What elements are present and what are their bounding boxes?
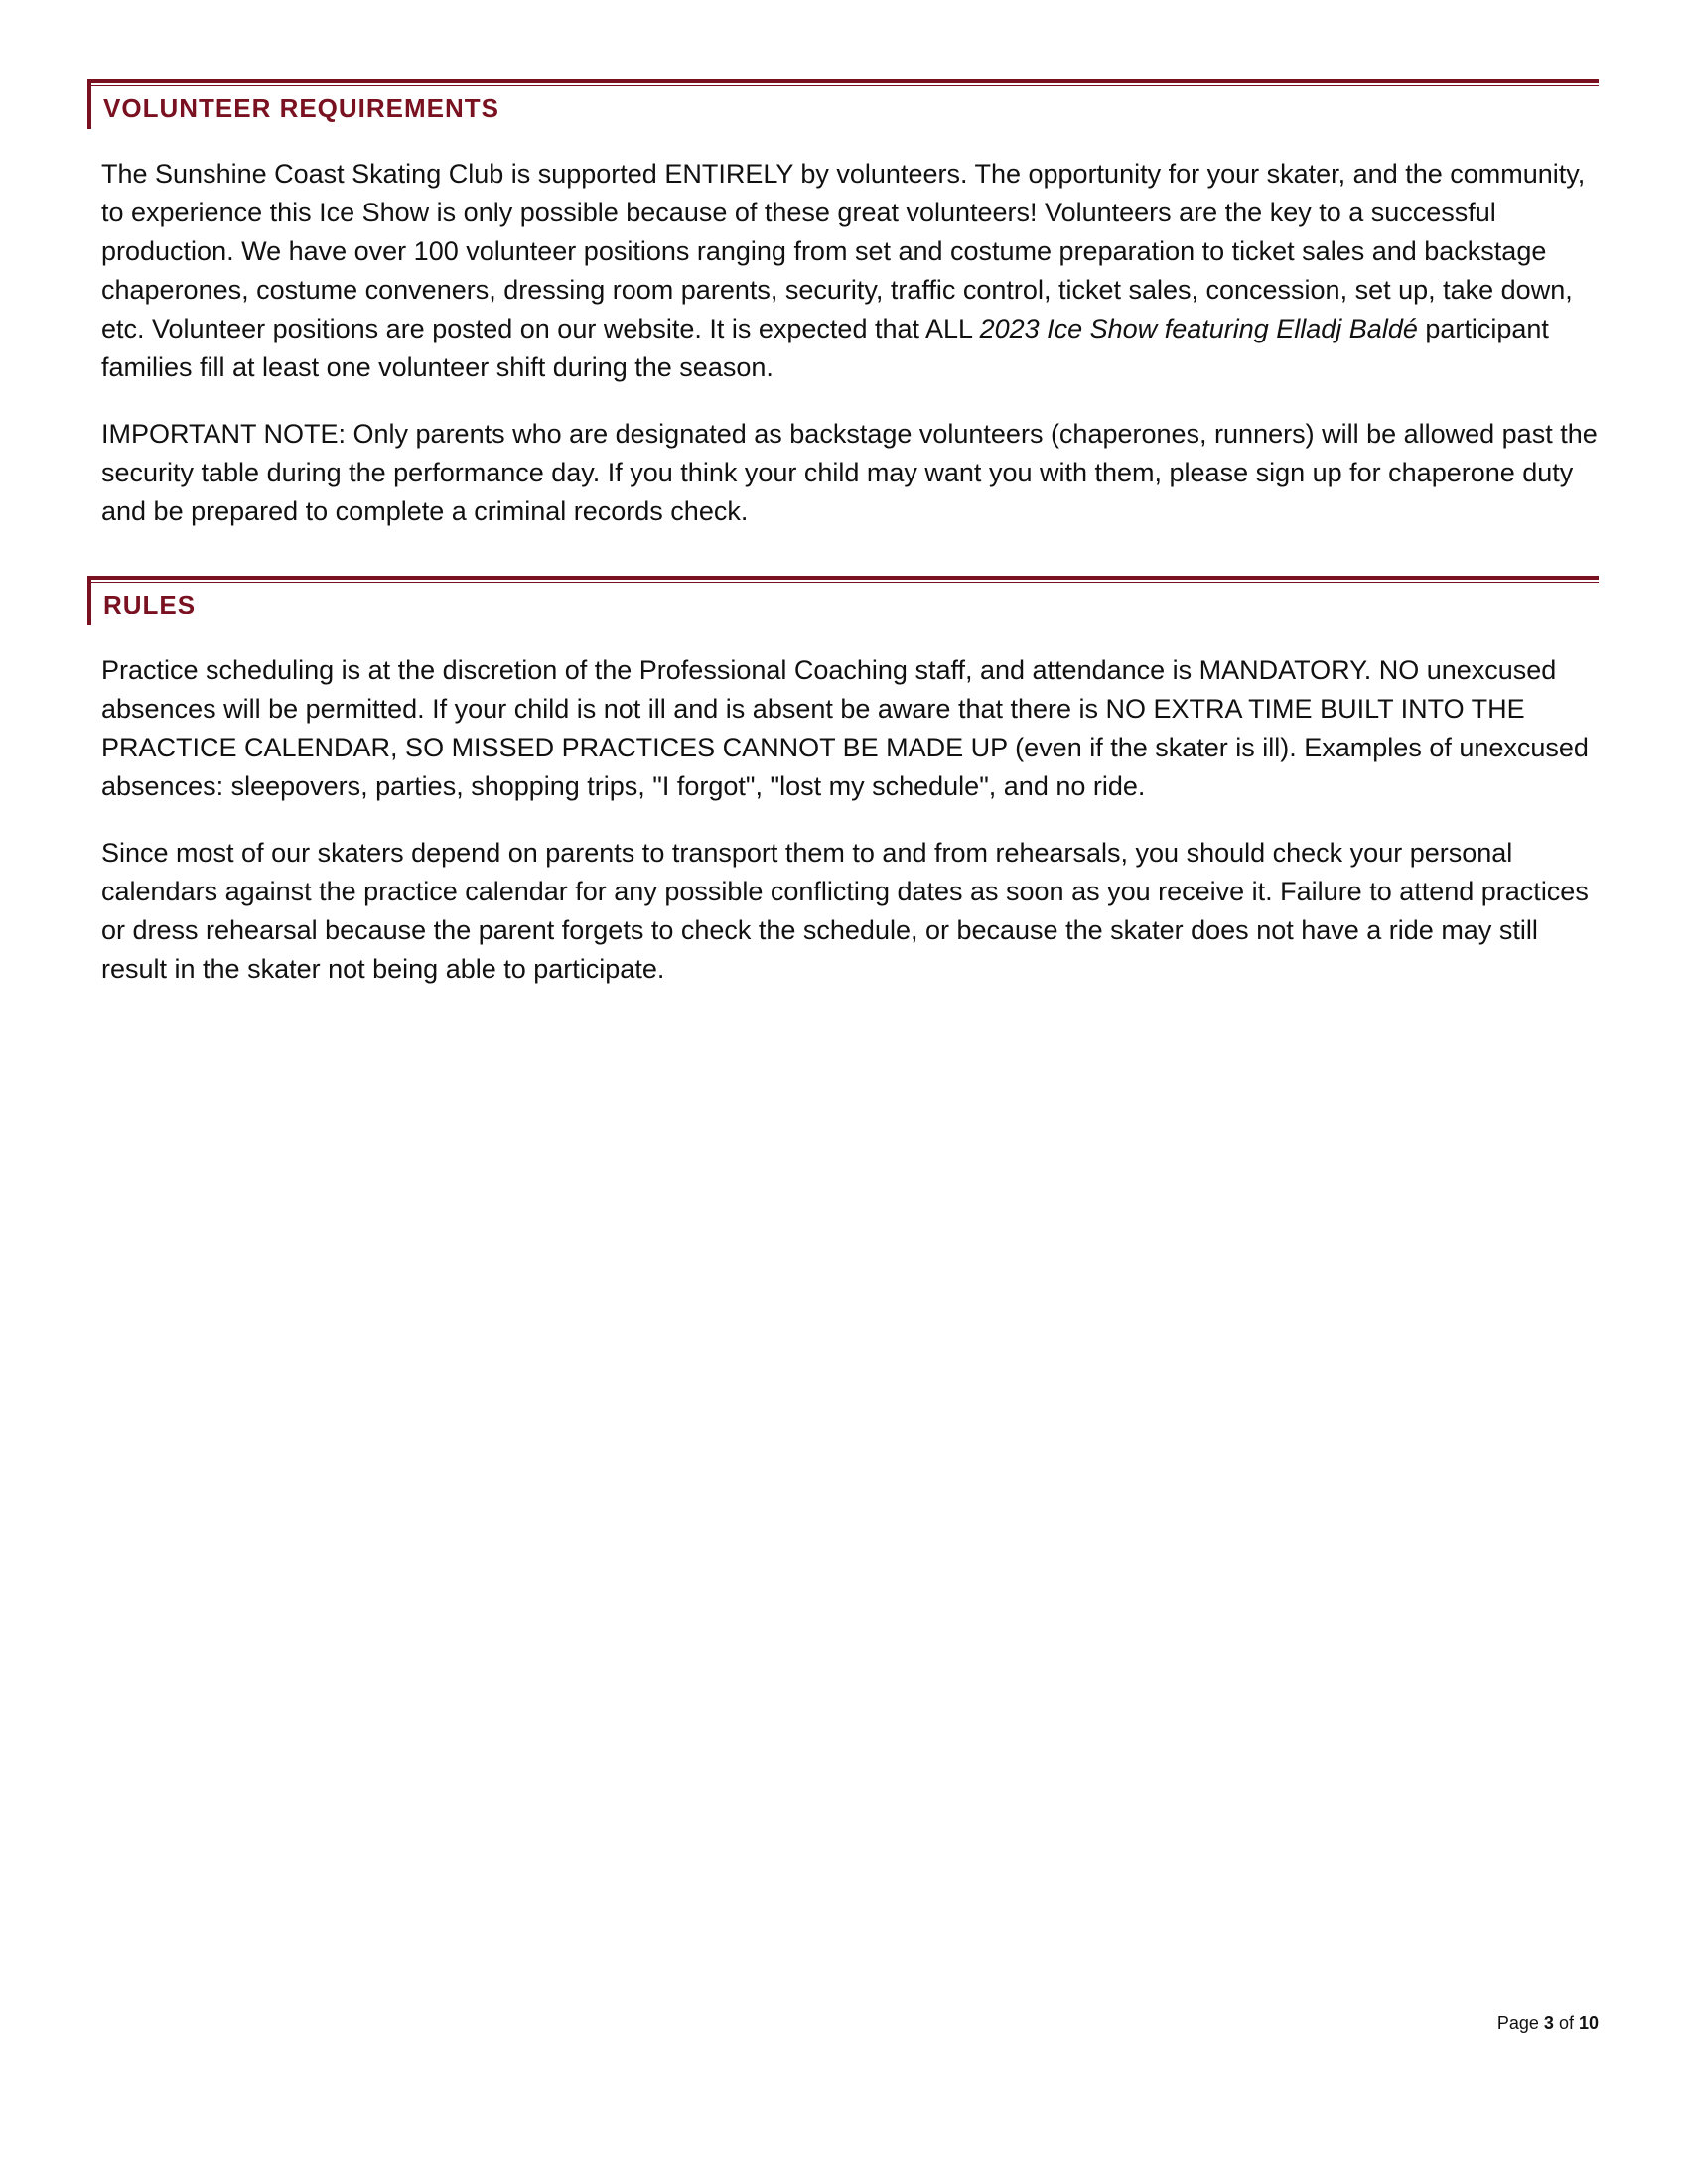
- paragraph-important-note: IMPORTANT NOTE: Only parents who are designated as backstage volunteers (chaperones, runners) will be allowed past the security table during the performance day. If you think your child may want you with them, please sign up for chaperone duty and be prepared to complete a criminal records check.: [101, 419, 1598, 526]
- paragraph-text: The Sunshine Coast Skating Club is supported ENTIRELY by volunteers. The opportunity for your skater, and the community, to experience this Ice Show is only possible because of these great volunteers! Volunteers are the key to a successful production. We have over 100 volunteer positions ranging from set and costume preparation to ticket sales and backstage chaperones, costume conveners, dressing room parents, security, traffic control, ticket sales, concession, set up, take down, etc. Volunteer positions are posted on our website. It is expected that ALL: [101, 159, 1586, 343]
- header-rule-thin: [91, 582, 1599, 583]
- section-rules: [87, 576, 1599, 989]
- page-number: 3: [1543, 2013, 1554, 2033]
- section-header: [87, 79, 1599, 129]
- paragraph-volunteers: [101, 155, 1599, 387]
- header-rule-thin: [91, 85, 1599, 86]
- section-title: RULES: [103, 590, 197, 619]
- page-label: Page: [1496, 2013, 1539, 2033]
- of-label: of: [1558, 2013, 1574, 2033]
- header-rule-thick: [91, 79, 1599, 83]
- section-body: [87, 651, 1599, 989]
- section-header: [87, 576, 1599, 625]
- section-body: [87, 155, 1599, 531]
- section-title: VOLUNTEER REQUIREMENTS: [103, 93, 500, 123]
- event-name-italic: 2023 Ice Show featuring Elladj Baldé: [979, 314, 1418, 343]
- header-rule-thick: [91, 576, 1599, 580]
- page-total: 10: [1578, 2013, 1599, 2033]
- section-volunteer-requirements: [87, 79, 1599, 531]
- paragraph-transport: Since most of our skaters depend on parents to transport them to and from rehearsals, you should check your personal calendars against the practice calendar for any possible conflicting dates as soon as you receive it. Failure to attend practices or dress rehearsal because the parent forgets to check the schedule, or because the skater does not have a ride may still result in the skater not being able to participate.: [101, 838, 1589, 984]
- page-number-footer: [1497, 2013, 1599, 2034]
- paragraph-text: participant families fill at least one volunteer shift during the season.: [101, 314, 1549, 382]
- paragraph-attendance: Practice scheduling is at the discretion of the Professional Coaching staff, and attendance is MANDATORY. NO unexcused absences will be permitted. If your child is not ill and is absent be aware that there is NO EXTRA TIME BUILT INTO THE PRACTICE CALENDAR, SO MISSED PRACTICES CANNOT BE MADE UP (even if the skater is ill). Examples of unexcused absences: sleepovers, parties, shopping trips, "I forgot", "lost my schedule", and no ride.: [101, 655, 1589, 801]
